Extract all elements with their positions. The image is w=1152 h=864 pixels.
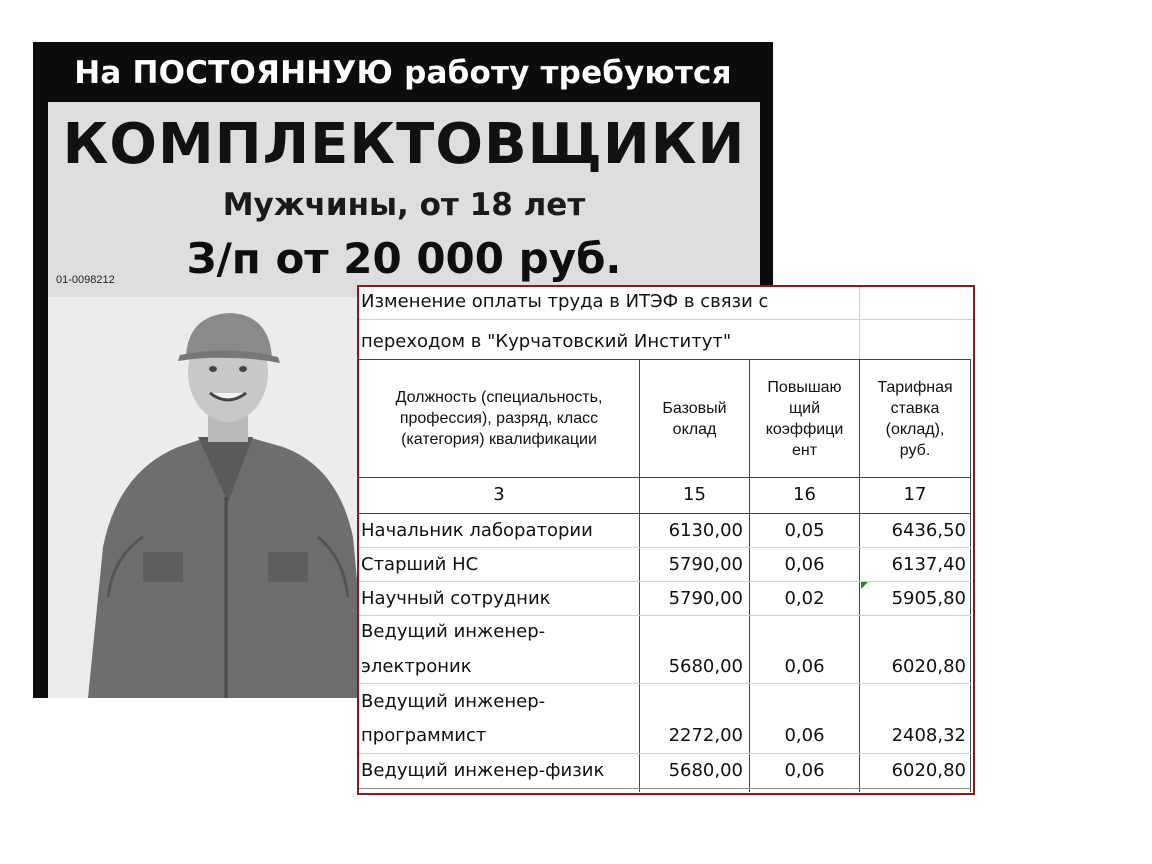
table-row-rate: 6137,40 [891, 554, 966, 575]
header-rate: Тарифная ставка (оклад), руб. [877, 378, 953, 459]
table-row-rate: 6020,80 [891, 656, 966, 677]
ad-header [48, 102, 760, 297]
colnum-17: 17 [903, 484, 927, 505]
table-row-position: Старший НС [361, 554, 479, 575]
colnum-3: 3 [493, 484, 505, 505]
ad-salary: З/п от 20 000 руб. [186, 234, 622, 283]
ad-title: КОМПЛЕКТОВЩИКИ [62, 112, 746, 177]
table-row-position: электроник [361, 656, 472, 677]
table-row-position: Ведущий инженер- [361, 691, 546, 712]
table-row-position: Начальник лаборатории [361, 520, 593, 541]
table-row-rate: 6020,80 [891, 760, 966, 781]
table-row-position: программист [361, 725, 487, 746]
colnum-16: 16 [793, 484, 816, 505]
table-row-base: 5680,00 [668, 760, 743, 781]
table-row-base: 5790,00 [668, 554, 743, 575]
table-row-rate: 5905,80 [891, 588, 966, 609]
table-row-coef: 0,05 [784, 520, 825, 541]
header-coefficient: Повышаю щий коэффици ент [765, 378, 844, 459]
table-row-rate: 6436,50 [891, 520, 966, 541]
table-row-coef: 0,02 [784, 588, 825, 609]
table-row-coef: 0,06 [784, 656, 825, 677]
table-row-coef: 0,06 [784, 554, 825, 575]
table-caption-line2: переходом в "Курчатовский Институт" [361, 331, 732, 352]
table-row-position: Ведущий инженер-физик [361, 760, 605, 781]
salary-table [357, 285, 975, 795]
table-row-base: 5790,00 [668, 588, 743, 609]
table-row-coef: 0,06 [784, 760, 825, 781]
table-row-coef: 0,06 [784, 725, 825, 746]
table-row-base: 6130,00 [668, 520, 743, 541]
table-row-base: 2272,00 [668, 725, 743, 746]
ad-code: 01-0098212 [56, 274, 115, 286]
header-position: Должность (специальность, профессия), разряд, класс (категория) квалификации [395, 389, 603, 448]
ad-banner: На ПОСТОЯННУЮ работу требуются [74, 55, 732, 91]
ad-requirement: Мужчины, от 18 лет [222, 187, 586, 223]
colnum-15: 15 [683, 484, 706, 505]
table-row-rate: 2408,32 [891, 725, 966, 746]
table-row-position: Ведущий инженер- [361, 621, 546, 642]
table-row-position: Научный сотрудник [361, 588, 551, 609]
table-caption-line1: Изменение оплаты труда в ИТЭФ в связи с [361, 291, 769, 312]
header-base-salary: Базовый оклад [662, 399, 727, 438]
table-row-base: 5680,00 [668, 656, 743, 677]
